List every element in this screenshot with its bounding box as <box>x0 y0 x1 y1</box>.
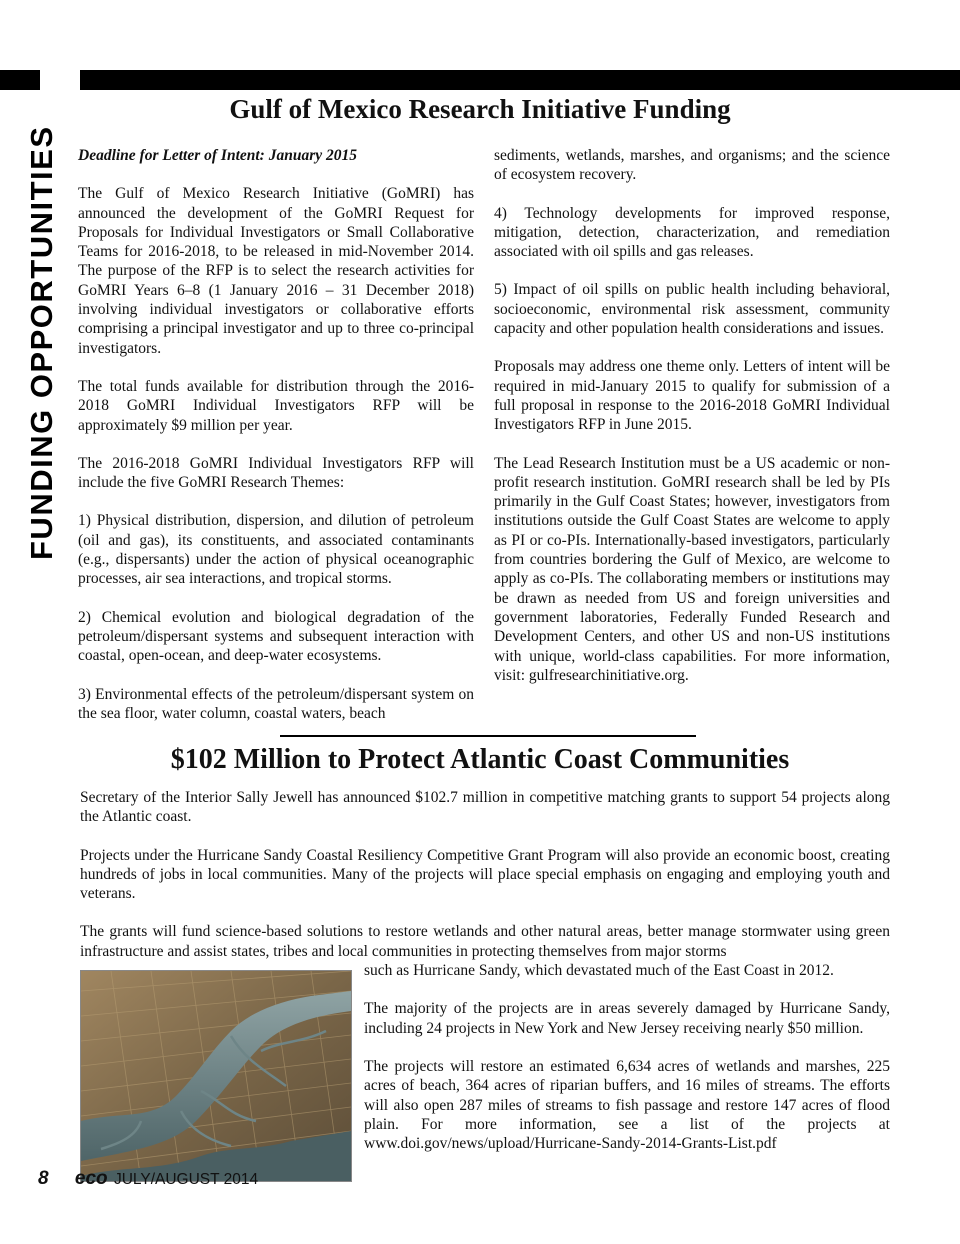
article2-paragraph: Secretary of the Interior Sally Jewell has announced $102.7 million in competitive matching grants to support 54 projects along the Atlantic coast. <box>80 789 890 826</box>
page-footer <box>38 1168 258 1190</box>
article1-paragraph: 5) Impact of oil spills on public health including behavioral, socioeconomic, environmental risk assessment, community capacity and other population health considerations and issues. <box>494 281 890 338</box>
article1-paragraph: The Gulf of Mexico Research Initiative (GoMRI) has announced the development of the GoMRI Request for Proposals for Individual Investigators or Small Collaborative Teams for 2016-2018, to be released in mid-November 2014. The purpose of the RFP is to select the research activities for GoMRI Years 6–8 (1 January 2016 – 31 December 2018) involving individual investigators or collaborative efforts comprising a principal investigator and up to three co-principal investigators. <box>78 185 474 357</box>
article2-paragraph: The majority of the projects are in areas severely damaged by Hurricane Sandy, including 24 projects in New York and New Jersey receiving nearly $50 million. <box>364 1000 890 1037</box>
article2-paragraph: Projects under the Hurricane Sandy Coastal Resiliency Competitive Grant Program will also provide an economic boost, creating hundreds of jobs in local communities. Many of the projects will place special emphasis on engaging and employing youth and veterans. <box>80 846 890 903</box>
aerial-coastal-wetlands-photo <box>80 970 352 1182</box>
article1-paragraph: The total funds available for distribution through the 2016-2018 GoMRI Individual Investigators RFP will be approximately $9 million per year. <box>78 377 474 434</box>
article1-paragraph: 4) Technology developments for improved response, mitigation, detection, characterization, and remediation associated with oil spills and gas releases. <box>494 204 890 261</box>
article1-paragraph: 2) Chemical evolution and biological degradation of the petroleum/dispersant systems and subsequent interaction with coastal, open-ocean, and deep-water ecosystems. <box>78 608 474 665</box>
article1-paragraph: 3) Environmental effects of the petroleum/dispersant system on the sea floor, water column, coastal waters, beach <box>78 685 474 722</box>
top-rule-bar <box>0 70 960 90</box>
article1-paragraph: Proposals may address one theme only. Letters of intent will be required in mid-January 2015 to qualify for submission of a full proposal in response to the 2016-2018 GoMRI Individual Investigators RFP in June 2015. <box>494 358 890 434</box>
article1-paragraph: The 2016-2018 GoMRI Individual Investigators RFP will include the five GoMRI Research Themes: <box>78 454 474 492</box>
article1-paragraph: sediments, wetlands, marshes, and organisms; and the science of ecosystem recovery. <box>494 147 890 184</box>
section-label: FUNDING OPPORTUNITIES <box>24 125 59 560</box>
article1-paragraph: The Lead Research Institution must be a US academic or non-profit research institution. GoMRI research shall be led by PIs primarily in the Gulf Coast States; however, investigators from institutions outside the Gulf Coast States are welcome to apply as PI or co-PIs. Internationally-based investigators, particularly from countries bordering the Gulf of Mexico, are welcome to apply as co-PIs. The collaborating members or institutions may be drawn as needed from US and foreign universities and government laboratories, Federally Funded Research and Development Centers, and other US and non-US institutions with unique, world-class capabilities. For more information, visit: gulfresearchinitiative.org. <box>494 454 890 684</box>
issue-date: JULY/AUGUST 2014 <box>113 1171 259 1188</box>
article1-right-column <box>494 146 890 685</box>
article2-title: $102 Million to Protect Atlantic Coast Communities <box>170 744 790 775</box>
section-divider <box>280 735 696 737</box>
article1-deadline: Deadline for Letter of Intent: January 2015 <box>78 147 357 164</box>
page-number: 8 <box>38 1168 49 1189</box>
magazine-logo: eco <box>74 1168 108 1189</box>
article1-left-column <box>78 146 474 723</box>
article2-paragraph: The grants will fund science-based solutions to restore wetlands and other natural areas, better manage stormwater using green infrastructure and assist states, tribes and local communities in protecting themselves from major storms <box>80 923 890 960</box>
article2-paragraph: The projects will restore an estimated 6,634 acres of wetlands and marshes, 225 acres of beach, 364 acres of riparian buffers, and 16 miles of streams. The efforts will also open 287 miles of streams to fish passage and restore 147 acres of flood plain. For more information, see a list of the projects at www.doi.gov/news/upload/Hurricane-Sandy-2014-Grants-List.pdf <box>364 1057 890 1153</box>
article1-paragraph: 1) Physical distribution, dispersion, and dilution of petroleum (oil and gas), its constituents, and associated contaminants (e.g., dispersants) under the action of physical oceanographic processes, air sea interactions, and tropical storms. <box>78 512 474 588</box>
article2-body <box>80 788 890 1186</box>
article1-title: Gulf of Mexico Research Initiative Funding <box>229 94 731 124</box>
article2-paragraph: such as Hurricane Sandy, which devastated much of the East Coast in 2012. <box>364 962 834 980</box>
